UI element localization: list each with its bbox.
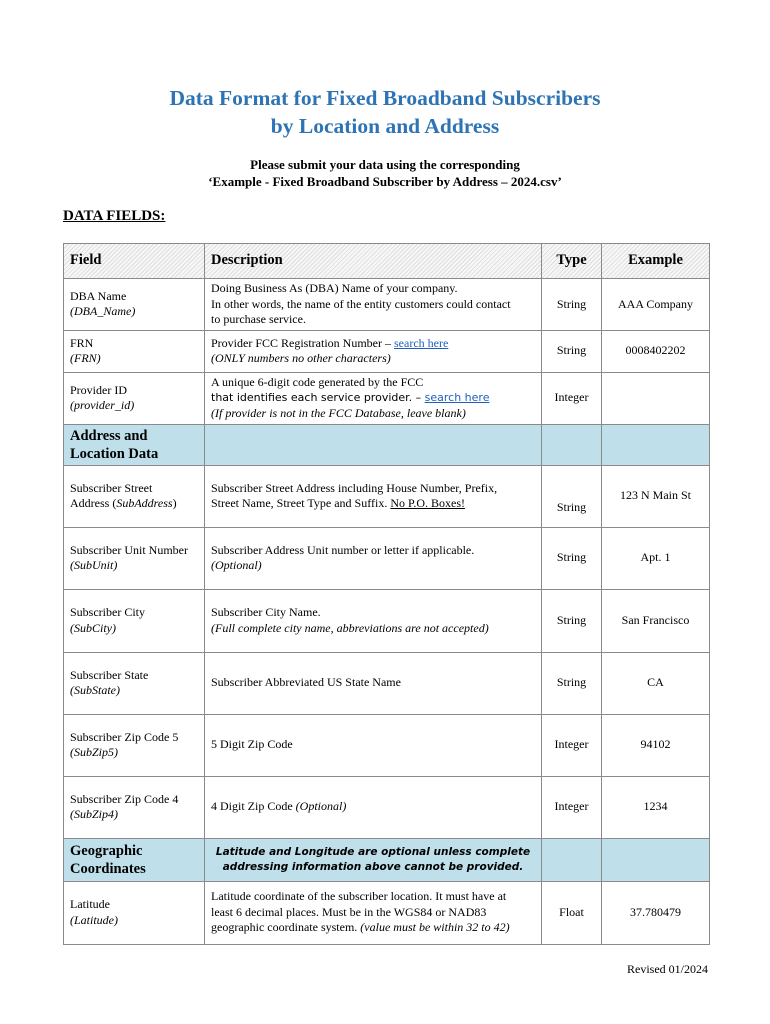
description-cell: 5 Digit Zip Code — [205, 714, 542, 776]
type-cell: String — [542, 589, 602, 652]
field-variable: SubAddress — [116, 496, 173, 510]
section-title-line: Geographic — [70, 842, 143, 859]
description-line: geographic coordinate system. — [211, 920, 361, 935]
section-note-line: addressing information above cannot be provided. — [222, 860, 524, 873]
description-cell — [205, 372, 542, 424]
description-line: Provider FCC Registration Number – — [211, 335, 394, 350]
description-emphasis: (Optional) — [295, 799, 347, 814]
field-cell — [64, 776, 205, 838]
description-cell — [205, 881, 542, 944]
section-empty-cell — [542, 838, 602, 881]
type-cell: Integer — [542, 372, 602, 424]
table-row-frn — [64, 330, 710, 372]
provider-search-link[interactable]: search here — [424, 391, 490, 405]
field-cell — [64, 279, 205, 331]
section-empty-cell — [205, 424, 542, 465]
table-row-latitude — [64, 881, 710, 944]
description-emphasis: No P.O. Boxes! — [390, 496, 466, 510]
instructions-line1: Please submit your data using the corresponding — [250, 157, 520, 172]
field-name: Subscriber Unit Number — [70, 542, 188, 557]
description-line: (Optional) — [211, 558, 262, 572]
section-note-cell — [205, 838, 542, 881]
submission-instructions — [0, 156, 770, 190]
field-cell — [64, 372, 205, 424]
description-line: to purchase service. — [211, 312, 306, 326]
table-row-zip5 — [64, 714, 710, 776]
document-title-line2: by Location and Address — [270, 114, 500, 138]
field-cell — [64, 652, 205, 714]
section-row-geographic — [64, 838, 710, 881]
description-line: Latitude coordinate of the subscriber location. It must have at — [211, 889, 507, 904]
description-line: Subscriber City Name. — [211, 605, 321, 619]
field-name: Subscriber City — [70, 605, 145, 619]
field-cell — [64, 881, 205, 944]
type-cell: Integer — [542, 776, 602, 838]
example-cell: AAA Company — [602, 279, 710, 331]
example-cell: 0008402202 — [602, 330, 710, 372]
type-cell: String — [542, 330, 602, 372]
example-cell: 123 N Main St — [602, 465, 710, 527]
field-variable: (Latitude) — [70, 912, 118, 927]
table-row-street-address — [64, 465, 710, 527]
frn-search-link[interactable]: search here — [394, 335, 449, 350]
description-line: In other words, the name of the entity customers could contact — [211, 296, 511, 311]
section-title-cell — [64, 838, 205, 881]
description-line: that identifies each service provider. – — [211, 391, 425, 405]
field-name: DBA Name — [70, 288, 127, 303]
section-title-cell — [64, 424, 205, 465]
table-row-dba-name — [64, 279, 710, 331]
description-cell — [205, 279, 542, 331]
field-variable: (SubUnit) — [70, 558, 118, 572]
example-cell: Apt. 1 — [602, 527, 710, 589]
description-line: (ONLY numbers no other characters) — [211, 351, 391, 365]
description-emphasis: (value must be within 32 to 42) — [360, 920, 510, 935]
description-cell — [205, 776, 542, 838]
field-name: Provider ID — [70, 382, 127, 397]
field-variable: (SubCity) — [70, 620, 116, 635]
description-line: Subscriber Street Address including House Number, Prefix, — [211, 480, 498, 495]
section-title-line: Location Data — [70, 445, 159, 462]
instructions-line2: ‘Example - Fixed Broadband Subscriber by Address – 2024.csv’ — [208, 174, 562, 189]
section-row-address — [64, 424, 710, 465]
field-name: Subscriber State — [70, 667, 149, 682]
header-field: Field — [64, 244, 205, 279]
section-title-line: Coordinates — [70, 860, 146, 877]
field-variable: (SubState) — [70, 683, 120, 697]
header-example: Example — [602, 244, 710, 279]
description-cell — [205, 330, 542, 372]
document-title — [0, 84, 770, 140]
example-cell: 37.780479 — [602, 881, 710, 944]
field-name: Subscriber Zip Code 5 — [70, 729, 179, 744]
description-line: 4 Digit Zip Code — [211, 799, 296, 814]
field-name: Address ( — [70, 496, 117, 510]
table-header-row — [64, 244, 710, 279]
revision-date: Revised 01/2024 — [627, 962, 708, 976]
section-note-line: Latitude and Longitude are optional unless complete — [215, 845, 531, 858]
field-name: Subscriber Street — [70, 480, 153, 495]
description-line: Doing Business As (DBA) Name of your company. — [211, 281, 458, 295]
table-row-state — [64, 652, 710, 714]
data-fields-heading: DATA FIELDS: — [63, 208, 166, 224]
description-line: least 6 decimal places. Must be in the WGS84 or NAD83 — [211, 904, 487, 919]
field-cell — [64, 527, 205, 589]
description-cell — [205, 589, 542, 652]
description-cell — [205, 465, 542, 527]
type-cell: String — [542, 652, 602, 714]
field-variable: (DBA_Name) — [70, 304, 136, 319]
table-row-city — [64, 589, 710, 652]
field-cell — [64, 330, 205, 372]
section-empty-cell — [542, 424, 602, 465]
field-variable: (provider_id) — [70, 398, 135, 412]
description-cell — [205, 527, 542, 589]
type-cell: String — [542, 527, 602, 589]
description-line: (Full complete city name, abbreviations are not accepted) — [211, 620, 489, 635]
type-cell: String — [542, 465, 602, 527]
field-variable: (FRN) — [70, 351, 101, 365]
header-description: Description — [205, 244, 542, 279]
description-cell: Subscriber Abbreviated US State Name — [205, 652, 542, 714]
table-row-zip4 — [64, 776, 710, 838]
description-line: Street Name, Street Type and Suffix. — [211, 496, 391, 510]
data-fields-table — [63, 243, 710, 945]
field-name: Latitude — [70, 897, 110, 911]
field-cell — [64, 714, 205, 776]
field-variable: (SubZip5) — [70, 745, 118, 759]
example-cell — [602, 372, 710, 424]
field-name: Subscriber Zip Code 4 — [70, 791, 179, 806]
field-name: FRN — [70, 335, 94, 350]
example-cell: San Francisco — [602, 589, 710, 652]
section-empty-cell — [602, 838, 710, 881]
header-type: Type — [542, 244, 602, 279]
section-empty-cell — [602, 424, 710, 465]
table-row-provider-id — [64, 372, 710, 424]
field-cell — [64, 465, 205, 527]
description-line: (If provider is not in the FCC Database, leave blank) — [211, 405, 466, 420]
type-cell: Float — [542, 881, 602, 944]
table-row-unit-number — [64, 527, 710, 589]
section-title-line: Address and — [70, 427, 148, 444]
description-line: Subscriber Address Unit number or letter if applicable. — [211, 542, 475, 557]
example-cell: 1234 — [602, 776, 710, 838]
type-cell: Integer — [542, 714, 602, 776]
field-cell — [64, 589, 205, 652]
field-variable: (SubZip4) — [70, 807, 118, 821]
description-line: A unique 6-digit code generated by the FCC — [211, 374, 424, 389]
document-title-line1: Data Format for Fixed Broadband Subscribers — [169, 86, 601, 110]
example-cell: 94102 — [602, 714, 710, 776]
type-cell: String — [542, 279, 602, 331]
example-cell: CA — [602, 652, 710, 714]
field-name: ) — [172, 496, 177, 510]
